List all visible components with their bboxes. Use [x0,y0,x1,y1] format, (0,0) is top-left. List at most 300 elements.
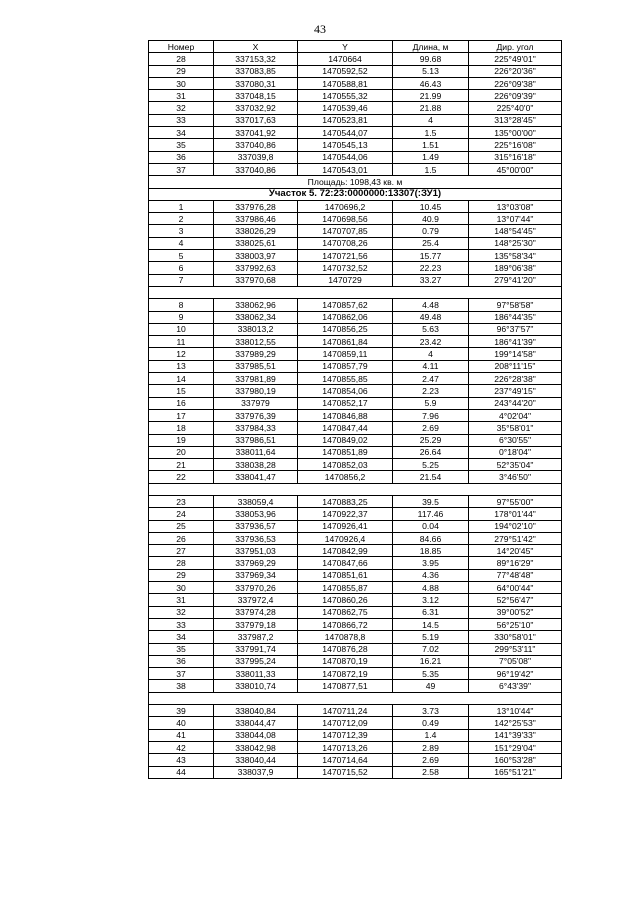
cell-direction-angle: 135°58'34" [469,250,562,262]
cell-x: 337981,89 [214,373,298,385]
table-row [149,471,562,483]
cell-direction-angle: 6°30'55" [469,434,562,446]
cell-y: 1470870,19 [298,655,393,667]
cell-number: 11 [149,336,214,348]
empty-separator [149,692,562,704]
cell-number: 5 [149,250,214,262]
header-number: Номер [149,41,214,53]
cell-y: 1470698,56 [298,213,393,225]
cell-direction-angle: 142°25'53" [469,717,562,729]
cell-x: 337032,92 [214,102,298,114]
table-row [149,151,562,163]
cell-x: 337986,46 [214,213,298,225]
cell-direction-angle: 7°05'08" [469,655,562,667]
cell-x: 337936,53 [214,532,298,544]
cell-x: 337970,26 [214,582,298,594]
cell-number: 31 [149,90,214,102]
cell-number: 40 [149,717,214,729]
cell-x: 337969,34 [214,569,298,581]
cell-x: 338037,9 [214,766,298,778]
cell-x: 337987,2 [214,631,298,643]
cell-length: 84.66 [393,532,469,544]
cell-x: 337974,28 [214,606,298,618]
cell-direction-angle: 14°20'45" [469,545,562,557]
table-row [149,680,562,692]
table-row [149,532,562,544]
cell-y: 1470856,2 [298,471,393,483]
cell-number: 32 [149,606,214,618]
cell-direction-angle: 77°48'48" [469,569,562,581]
cell-length: 4.36 [393,569,469,581]
cell-y: 1470847,44 [298,422,393,434]
cell-y: 1470842,99 [298,545,393,557]
cell-number: 38 [149,680,214,692]
cell-y: 1470922,37 [298,508,393,520]
cell-number: 39 [149,705,214,717]
cell-length: 10.45 [393,200,469,212]
cell-length: 1.5 [393,127,469,139]
cell-length: 2.47 [393,373,469,385]
cell-number: 2 [149,213,214,225]
cell-number: 30 [149,77,214,89]
table-row [149,237,562,249]
cell-length: 21.99 [393,90,469,102]
cell-direction-angle: 52°35'04" [469,459,562,471]
cell-x: 338003,97 [214,250,298,262]
cell-length: 4 [393,114,469,126]
cell-number: 28 [149,557,214,569]
cell-direction-angle: 226°09'38" [469,77,562,89]
header-length: Длина, м [393,41,469,53]
cell-x: 337017,63 [214,114,298,126]
cell-x: 338026,29 [214,225,298,237]
cell-x: 338010,74 [214,680,298,692]
table-row [149,360,562,372]
cell-number: 4 [149,237,214,249]
cell-y: 1470866,72 [298,618,393,630]
cell-direction-angle: 299°53'11" [469,643,562,655]
cell-number: 22 [149,471,214,483]
cell-length: 4.48 [393,299,469,311]
cell-direction-angle: 226°20'36" [469,65,562,77]
cell-number: 29 [149,65,214,77]
cell-y: 1470852,17 [298,397,393,409]
cell-x: 337979 [214,397,298,409]
cell-x: 337980,19 [214,385,298,397]
table-row [149,741,562,753]
cell-number: 8 [149,299,214,311]
cell-number: 37 [149,163,214,175]
cell-x: 337995,24 [214,655,298,667]
cell-y: 1470883,25 [298,495,393,507]
cell-length: 46.43 [393,77,469,89]
cell-length: 25.29 [393,434,469,446]
empty-separator [149,286,562,298]
cell-direction-angle: 39°00'52" [469,606,562,618]
table-row [149,422,562,434]
table-row [149,606,562,618]
cell-y: 1470711,24 [298,705,393,717]
cell-direction-angle: 225°49'01" [469,53,562,65]
cell-length: 1.51 [393,139,469,151]
cell-x: 337986,51 [214,434,298,446]
cell-number: 34 [149,631,214,643]
cell-direction-angle: 186°41'39" [469,336,562,348]
cell-y: 1470588,81 [298,77,393,89]
cell-length: 0.49 [393,717,469,729]
table-row [149,508,562,520]
cell-length: 23.42 [393,336,469,348]
cell-length: 2.58 [393,766,469,778]
cell-x: 337040,86 [214,163,298,175]
cell-x: 337992,63 [214,262,298,274]
cell-y: 1470926,41 [298,520,393,532]
cell-length: 39.5 [393,495,469,507]
cell-y: 1470708,26 [298,237,393,249]
header-direction-angle: Дир. угол [469,41,562,53]
header-y: Y [298,41,393,53]
cell-direction-angle: 243°44'20" [469,397,562,409]
table-row [149,495,562,507]
cell-number: 37 [149,668,214,680]
empty-separator-row [149,483,562,495]
cell-number: 23 [149,495,214,507]
cell-direction-angle: 135°00'00" [469,127,562,139]
cell-length: 16.21 [393,655,469,667]
cell-y: 1470855,87 [298,582,393,594]
table-row [149,459,562,471]
cell-number: 16 [149,397,214,409]
section-title: Участок 5. 72:23:0000000:13307(:ЗУ1) [149,188,562,200]
area-text-row [149,176,562,188]
table-row [149,631,562,643]
cell-x: 337936,57 [214,520,298,532]
cell-y: 1470857,79 [298,360,393,372]
cell-number: 12 [149,348,214,360]
cell-y: 1470707,85 [298,225,393,237]
cell-length: 4 [393,348,469,360]
cell-direction-angle: 225°16'08" [469,139,562,151]
cell-x: 337972,4 [214,594,298,606]
cell-x: 337153,32 [214,53,298,65]
empty-separator-row [149,286,562,298]
table-row [149,114,562,126]
cell-x: 338012,55 [214,336,298,348]
cell-x: 338040,84 [214,705,298,717]
cell-number: 17 [149,409,214,421]
cell-direction-angle: 89°16'29" [469,557,562,569]
cell-length: 18.85 [393,545,469,557]
table-row [149,139,562,151]
table-row [149,336,562,348]
cell-x: 337039,8 [214,151,298,163]
cell-y: 1470852,03 [298,459,393,471]
cell-y: 1470859,11 [298,348,393,360]
table-row [149,668,562,680]
cell-y: 1470555,32 [298,90,393,102]
cell-number: 33 [149,114,214,126]
cell-y: 1470544,07 [298,127,393,139]
cell-number: 6 [149,262,214,274]
cell-number: 32 [149,102,214,114]
cell-length: 14.5 [393,618,469,630]
table-row [149,323,562,335]
cell-length: 7.96 [393,409,469,421]
cell-direction-angle: 160°53'28" [469,754,562,766]
table-row [149,643,562,655]
empty-separator [149,483,562,495]
cell-x: 338042,98 [214,741,298,753]
cell-direction-angle: 226°09'39" [469,90,562,102]
cell-y: 1470862,75 [298,606,393,618]
table-row [149,53,562,65]
table-row [149,373,562,385]
cell-direction-angle: 4°02'04" [469,409,562,421]
cell-x: 338025,61 [214,237,298,249]
cell-direction-angle: 52°56'47" [469,594,562,606]
cell-length: 0.04 [393,520,469,532]
cell-y: 1470876,28 [298,643,393,655]
cell-length: 5.63 [393,323,469,335]
cell-direction-angle: 6°43'39" [469,680,562,692]
cell-length: 117.46 [393,508,469,520]
cell-number: 33 [149,618,214,630]
cell-y: 1470855,85 [298,373,393,385]
cell-direction-angle: 225°40'0" [469,102,562,114]
table-row [149,311,562,323]
page-number: 43 [314,22,326,36]
cell-number: 26 [149,532,214,544]
table-row [149,754,562,766]
cell-length: 21.54 [393,471,469,483]
cell-direction-angle: 3°46'50" [469,471,562,483]
cell-number: 34 [149,127,214,139]
cell-x: 337969,29 [214,557,298,569]
cell-x: 338040,44 [214,754,298,766]
cell-x: 337080,31 [214,77,298,89]
cell-direction-angle: 199°14'58" [469,348,562,360]
cell-direction-angle: 13°10'44" [469,705,562,717]
cell-direction-angle: 56°25'10" [469,618,562,630]
table-row [149,225,562,237]
cell-y: 1470539,46 [298,102,393,114]
cell-direction-angle: 97°55'00" [469,495,562,507]
cell-direction-angle: 165°51'21" [469,766,562,778]
cell-direction-angle: 330°58'01" [469,631,562,643]
cell-y: 1470732,52 [298,262,393,274]
cell-y: 1470857,62 [298,299,393,311]
cell-y: 1470926,4 [298,532,393,544]
cell-direction-angle: 178°01'44" [469,508,562,520]
table-row [149,766,562,778]
cell-length: 4.11 [393,360,469,372]
table-row [149,163,562,175]
cell-direction-angle: 97°58'58" [469,299,562,311]
table-row [149,348,562,360]
cell-number: 7 [149,274,214,286]
cell-length: 5.19 [393,631,469,643]
table-header-row [149,41,562,53]
cell-y: 1470729 [298,274,393,286]
table-row [149,409,562,421]
table-row [149,655,562,667]
cell-number: 25 [149,520,214,532]
cell-length: 15.77 [393,250,469,262]
cell-length: 21.88 [393,102,469,114]
header-x: X [214,41,298,53]
cell-number: 44 [149,766,214,778]
cell-length: 1.5 [393,163,469,175]
table-row [149,90,562,102]
cell-x: 337976,39 [214,409,298,421]
cell-y: 1470721,56 [298,250,393,262]
cell-direction-angle: 45°00'00" [469,163,562,175]
cell-number: 20 [149,446,214,458]
table-row [149,594,562,606]
cell-direction-angle: 148°54'45" [469,225,562,237]
cell-length: 5.35 [393,668,469,680]
cell-y: 1470860,26 [298,594,393,606]
cell-length: 3.95 [393,557,469,569]
cell-length: 5.25 [393,459,469,471]
cell-y: 1470847,66 [298,557,393,569]
cell-number: 31 [149,594,214,606]
cell-number: 35 [149,139,214,151]
cell-x: 338011,33 [214,668,298,680]
cell-length: 22.23 [393,262,469,274]
table-row [149,446,562,458]
table-row [149,618,562,630]
cell-y: 1470544,06 [298,151,393,163]
cell-y: 1470862,06 [298,311,393,323]
cell-direction-angle: 313°28'45" [469,114,562,126]
cell-direction-angle: 0°18'04" [469,446,562,458]
cell-direction-angle: 237°49'15" [469,385,562,397]
cell-number: 42 [149,741,214,753]
cell-length: 6.31 [393,606,469,618]
cell-y: 1470851,89 [298,446,393,458]
cell-number: 21 [149,459,214,471]
table-row [149,717,562,729]
cell-x: 337979,18 [214,618,298,630]
cell-x: 337041,92 [214,127,298,139]
cell-length: 2.69 [393,754,469,766]
cell-x: 338011,64 [214,446,298,458]
cell-y: 1470851,61 [298,569,393,581]
cell-y: 1470846,88 [298,409,393,421]
table-row [149,434,562,446]
cell-length: 40.9 [393,213,469,225]
cell-length: 33.27 [393,274,469,286]
table-row [149,397,562,409]
cell-x: 338059,4 [214,495,298,507]
cell-x: 337040,86 [214,139,298,151]
table-row [149,127,562,139]
cell-y: 1470543,01 [298,163,393,175]
cell-length: 0.79 [393,225,469,237]
cell-direction-angle: 279°51'42" [469,532,562,544]
cell-x: 338062,34 [214,311,298,323]
cell-direction-angle: 96°37'57" [469,323,562,335]
cell-y: 1470713,26 [298,741,393,753]
cell-x: 338041,47 [214,471,298,483]
cell-y: 1470712,39 [298,729,393,741]
cell-x: 337976,28 [214,200,298,212]
cell-number: 36 [149,151,214,163]
cell-number: 1 [149,200,214,212]
cell-x: 337991,74 [214,643,298,655]
cell-x: 337083,85 [214,65,298,77]
cell-direction-angle: 35°58'01" [469,422,562,434]
cell-number: 14 [149,373,214,385]
cell-number: 36 [149,655,214,667]
cell-number: 27 [149,545,214,557]
cell-number: 29 [149,569,214,581]
cell-x: 338053,96 [214,508,298,520]
cell-y: 1470523,81 [298,114,393,126]
cell-number: 3 [149,225,214,237]
cell-direction-angle: 226°28'38" [469,373,562,385]
cell-x: 337951,03 [214,545,298,557]
table-row [149,385,562,397]
coordinates-table [148,40,562,779]
cell-direction-angle: 141°39'33" [469,729,562,741]
area-text: Площадь: 1098,43 кв. м [149,176,562,188]
cell-number: 15 [149,385,214,397]
cell-x: 338044,47 [214,717,298,729]
cell-direction-angle: 279°41'20" [469,274,562,286]
table-row [149,200,562,212]
table-row [149,729,562,741]
cell-x: 337989,29 [214,348,298,360]
cell-number: 19 [149,434,214,446]
cell-y: 1470861,84 [298,336,393,348]
cell-y: 1470872,19 [298,668,393,680]
table-row [149,77,562,89]
table-row [149,262,562,274]
cell-direction-angle: 13°03'08" [469,200,562,212]
cell-number: 13 [149,360,214,372]
cell-direction-angle: 208°11'15" [469,360,562,372]
cell-y: 1470715,52 [298,766,393,778]
cell-length: 7.02 [393,643,469,655]
cell-direction-angle: 315°16'18" [469,151,562,163]
cell-y: 1470877,51 [298,680,393,692]
table-row [149,65,562,77]
table-row [149,569,562,581]
cell-y: 1470878,8 [298,631,393,643]
cell-length: 2.69 [393,422,469,434]
cell-number: 35 [149,643,214,655]
table-row [149,705,562,717]
cell-x: 338044,08 [214,729,298,741]
cell-y: 1470696,2 [298,200,393,212]
cell-direction-angle: 13°07'44" [469,213,562,225]
table-row [149,545,562,557]
cell-length: 3.12 [393,594,469,606]
cell-length: 49 [393,680,469,692]
cell-y: 1470854,06 [298,385,393,397]
cell-number: 10 [149,323,214,335]
cell-direction-angle: 96°19'42" [469,668,562,680]
cell-length: 1.4 [393,729,469,741]
table-row [149,520,562,532]
cell-number: 43 [149,754,214,766]
cell-x: 337048,15 [214,90,298,102]
table-row [149,274,562,286]
cell-length: 25.4 [393,237,469,249]
cell-direction-angle: 151°29'04" [469,741,562,753]
